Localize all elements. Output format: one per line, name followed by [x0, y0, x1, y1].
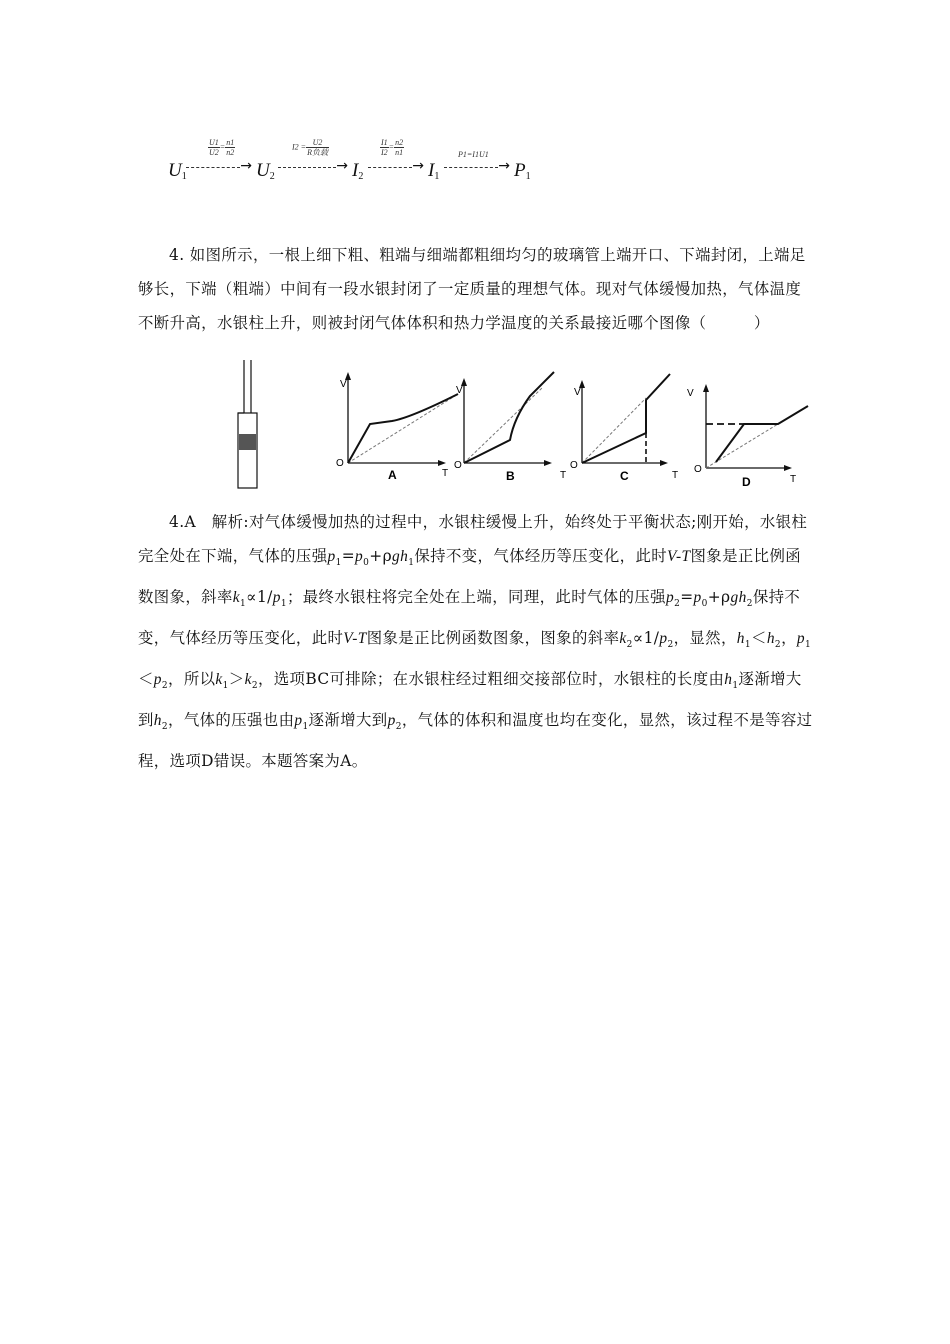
op: ，: [781, 629, 797, 648]
solution-head: 4.A 解析:: [169, 513, 249, 531]
figure-row: [226, 358, 816, 498]
sub: 2: [251, 681, 258, 692]
op: +ρ: [369, 547, 393, 565]
solution-text: 对气体缓慢加热的过程中，水银柱缓慢上升，始终处于平衡状态;刚开始，水银柱完全处在下端，气体的压强: [138, 513, 808, 565]
sub: 1: [408, 558, 415, 569]
sub: 2: [746, 599, 753, 610]
chain-condition-1: $\frac{U1}{U2}$ = $\frac{n1}{n2}$: [209, 138, 235, 157]
graph-b-label: B: [506, 469, 515, 483]
chain-term-u2: $U_2$: [256, 160, 275, 182]
sub: 0: [701, 599, 708, 610]
chain-arrow-3: →: [368, 156, 424, 170]
var-h: h: [724, 671, 733, 689]
graph-c-origin: O: [570, 460, 578, 471]
var-p: p: [272, 589, 281, 607]
chain-condition-2: I2 = $\frac{U2}{\text{R负载}}$: [292, 138, 328, 157]
graph-d-axis-t: T: [790, 474, 797, 485]
sub: 1: [222, 681, 229, 692]
var-vt: V-T: [343, 630, 367, 648]
graph-a-axis-v: V: [340, 379, 347, 390]
graph-c-axis-v: V: [574, 387, 581, 398]
var-h: h: [766, 630, 775, 648]
op: ＜: [138, 670, 154, 689]
solution-4: [138, 505, 814, 778]
sub: 2: [161, 722, 169, 733]
chain-arrow-1: →: [186, 156, 252, 170]
graph-a-origin: O: [336, 458, 344, 469]
graph-a-axis-t: T: [442, 468, 449, 479]
var-p: p: [294, 712, 303, 730]
sub: 2: [626, 640, 633, 651]
var-h: h: [153, 712, 162, 730]
var-k: k: [232, 589, 240, 607]
sub: 1: [335, 558, 342, 569]
question-text: 如图所示，一根上细下粗、粗端与细端都粗细均匀的玻璃管上端开口、下端封闭，上端足够长，下端（粗端）中间有一段水银封闭了一定质量的理想气体。现对气体缓慢加热，气体温度不断升高，水银柱上升，则被封闭气体体积和热力学温度的关系最接近哪个图像（ ）: [138, 246, 806, 332]
chain-term-i2: $I_2$: [352, 160, 364, 182]
sub: 2: [774, 640, 782, 651]
op: ∝1/: [246, 588, 273, 607]
solution-text: 保持不变，气体经历等压变化，此时: [414, 547, 668, 565]
glass-tube-figure: [238, 360, 257, 488]
sub: 2: [161, 681, 169, 692]
sub: 1: [732, 681, 739, 692]
var-h: h: [736, 630, 745, 648]
graph-c-axis-t: T: [672, 470, 679, 481]
op: =: [680, 588, 694, 607]
tube-and-graphs: [226, 358, 816, 498]
sub: 1: [239, 599, 247, 610]
question-4: [138, 238, 814, 340]
var-gh: gh: [392, 548, 409, 565]
solution-text: ，选项BC可排除；在水银柱经过粗细交接部位时，水银柱的长度由: [257, 670, 725, 689]
graph-b-origin: O: [454, 460, 462, 471]
op: ＞: [228, 670, 245, 689]
question-number: 4.: [169, 246, 185, 264]
var-k: k: [244, 671, 252, 689]
sub: 1: [302, 722, 309, 733]
solution-text: 保持不变，气体经历等压变化，此时: [138, 588, 801, 648]
graph-b-axis-t: T: [560, 470, 567, 481]
var-p: p: [387, 712, 396, 730]
solution-text: ，气体的压强也由: [168, 711, 295, 730]
graph-d: [687, 384, 808, 489]
solution-text: ，显然，: [673, 629, 737, 648]
solution-text: 图象是正比例函数图象，斜率: [138, 547, 802, 607]
chain-term-p1: $P_1$: [514, 160, 531, 182]
var-p: p: [693, 589, 702, 607]
chain-term-i1: $I_1$: [428, 160, 440, 182]
solution-text: ，所以: [168, 670, 216, 689]
solution-text: 逐渐增大到: [308, 711, 388, 730]
chain-arrow-4: →: [444, 156, 510, 170]
graph-c: [570, 374, 678, 483]
graph-d-label: D: [742, 475, 751, 489]
transformer-formula-chain: [168, 136, 588, 186]
mercury-column: [239, 434, 256, 450]
solution-text: 图象是正比例函数图象，图象的斜率: [366, 629, 620, 648]
var-p: p: [665, 589, 675, 607]
sub: 2: [667, 640, 674, 651]
graph-c-label: C: [620, 469, 629, 483]
var-k: k: [215, 671, 223, 689]
graph-a: [336, 372, 458, 482]
var-p: p: [796, 630, 805, 648]
chain-condition-4: P1=I1U1: [458, 150, 489, 159]
sub: 2: [674, 599, 681, 610]
var-vt: V-T: [667, 548, 691, 565]
op: =: [341, 547, 356, 565]
var-p: p: [659, 630, 668, 648]
graph-a-label: A: [388, 468, 397, 482]
op: ＜: [751, 629, 767, 648]
sub: 0: [363, 558, 370, 569]
solution-text: ；最终水银柱将完全处在上端，同理，此时气体的压强: [286, 588, 666, 607]
chain-condition-3: $\frac{I1}{I2}$ = $\frac{n2}{n1}$: [381, 138, 404, 157]
var-p: p: [153, 671, 162, 689]
sub: 1: [744, 640, 752, 651]
graph-d-origin: O: [694, 464, 702, 475]
op: +ρ: [707, 588, 731, 607]
var-p: p: [355, 548, 364, 565]
solution-text: 逐渐增大到: [138, 670, 802, 730]
var-k: k: [619, 630, 627, 648]
chain-term-u1: $U_1$: [168, 160, 187, 182]
graph-d-axis-v: V: [687, 388, 694, 399]
op: ∝1/: [632, 629, 660, 648]
sub: 1: [804, 640, 812, 651]
var-gh: gh: [730, 589, 747, 607]
sub: 1: [280, 599, 287, 610]
solution-text: ，气体的体积和温度也均在变化，显然，该过程不是等容过程，选项D错误。本题答案为A。: [138, 711, 813, 771]
graph-b: [454, 372, 566, 483]
var-p: p: [327, 548, 336, 565]
graph-b-axis-v: V: [456, 385, 463, 396]
sub: 2: [395, 722, 402, 733]
chain-arrow-2: →: [278, 156, 348, 170]
